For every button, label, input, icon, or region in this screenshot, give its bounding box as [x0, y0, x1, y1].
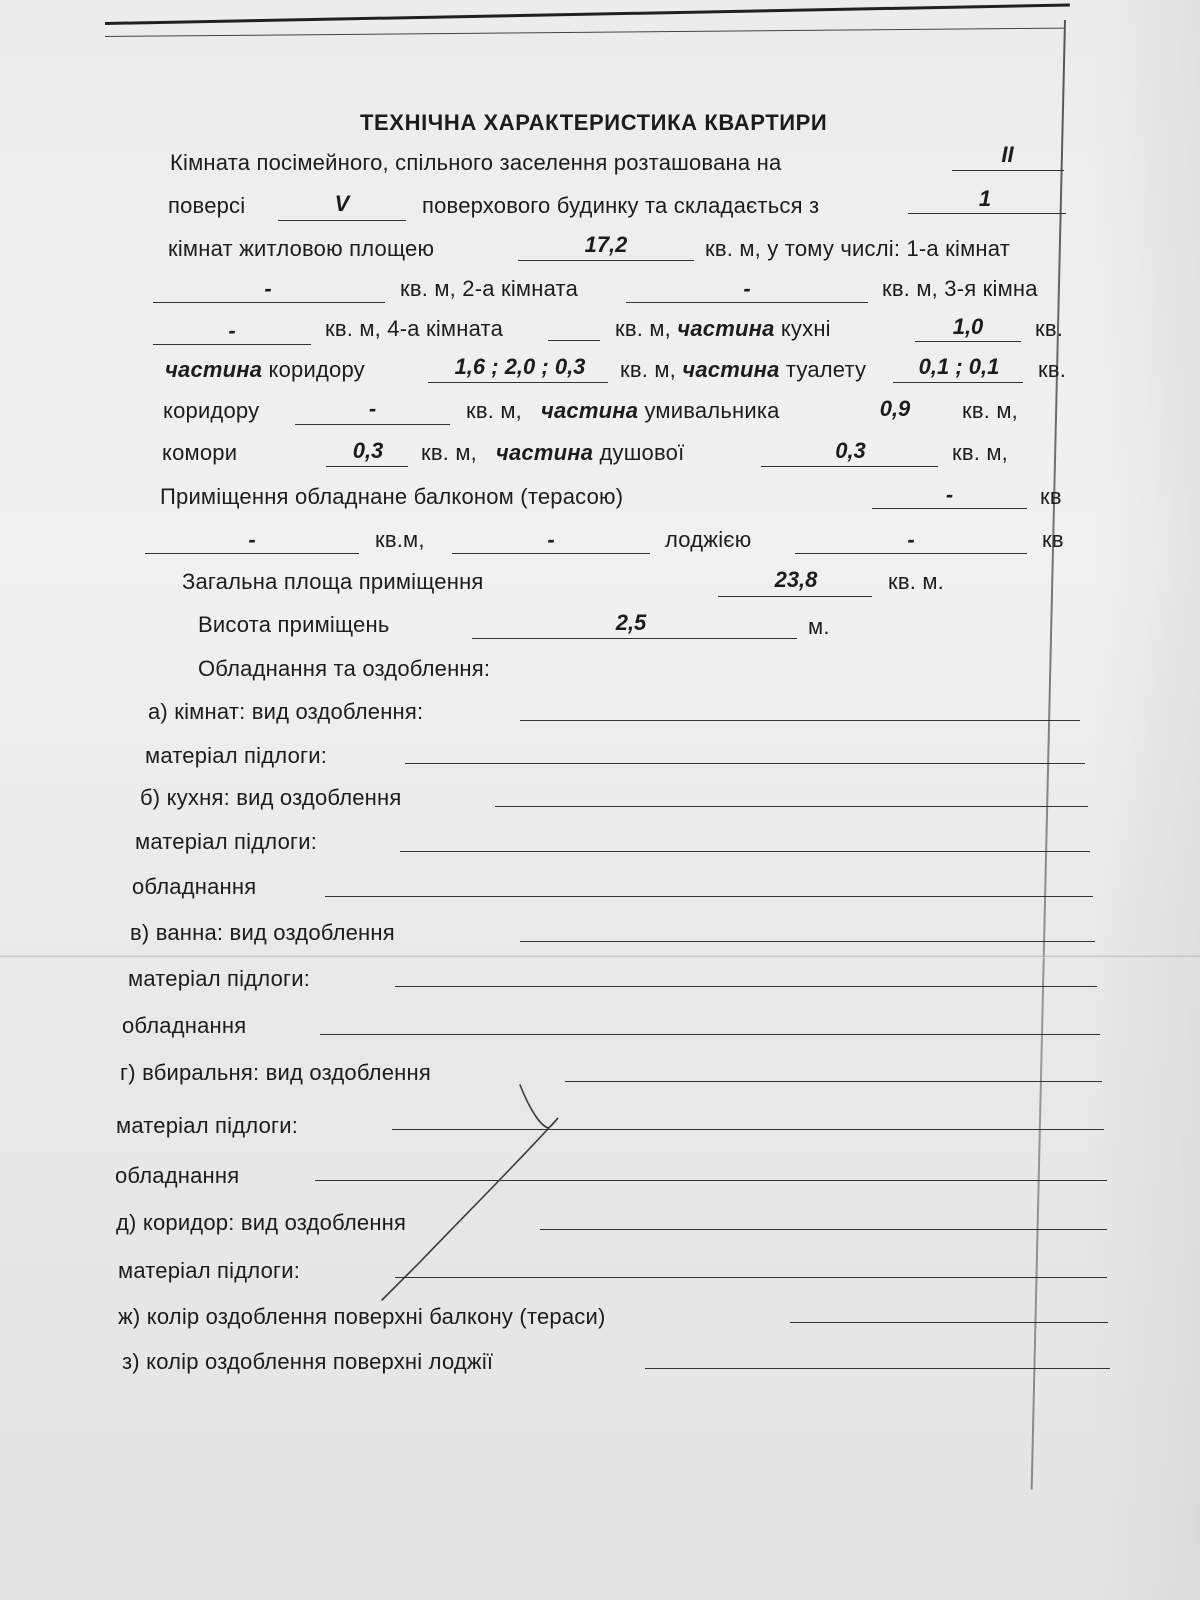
row7-unit-end: кв. м,	[962, 398, 1018, 423]
finish-line-15	[645, 1368, 1110, 1369]
row8-part-label: частина	[495, 440, 594, 465]
finish-toilet-floor: матеріал підлоги:	[116, 1113, 299, 1138]
finish-toilet-type: г) вбиральня: вид оздоблення	[120, 1060, 431, 1085]
row9-underline	[872, 508, 1027, 509]
row6-toilet-values: 0,1 ; 0,1	[918, 354, 1000, 379]
row9-balcony-value: -	[945, 482, 954, 507]
row10-unit-end: кв	[1042, 527, 1064, 552]
finish-kitchen-floor: матеріал підлоги:	[135, 829, 318, 854]
finish-line-7	[395, 986, 1097, 987]
row2-underline-1	[278, 220, 406, 221]
row5-kitchen-label: кухні	[780, 316, 831, 341]
finish-line-9	[565, 1081, 1102, 1082]
height-label: Висота приміщень	[198, 612, 390, 637]
row8-shower-label: душової	[599, 440, 685, 465]
total-area-value: 23,8	[774, 567, 818, 592]
row5-room3-value: -	[228, 318, 236, 343]
finish-corridor-floor: матеріал підлоги:	[118, 1258, 301, 1283]
finish-line-10	[392, 1129, 1104, 1130]
row9-unit-end: кв	[1040, 484, 1062, 509]
finish-line-11	[315, 1180, 1107, 1181]
finish-line-4	[400, 851, 1090, 852]
finish-line-6	[520, 941, 1095, 942]
row4-underline-2	[626, 302, 868, 303]
row7-part-label: частина	[540, 398, 639, 423]
row6-unit: кв. м,	[620, 357, 676, 382]
row6-corridor-label: коридору	[268, 357, 365, 382]
row7-corridor-value: -	[368, 396, 377, 421]
finish-line-14	[790, 1322, 1108, 1323]
document-title: ТЕХНІЧНА ХАРАКТЕРИСТИКА КВАРТИРИ	[360, 110, 828, 135]
finish-line-13	[395, 1277, 1107, 1278]
row5-underline-2	[548, 340, 600, 341]
finish-line-1	[520, 720, 1080, 721]
row4-room1-value: -	[264, 276, 272, 301]
row6-corridor-values: 1,6 ; 2,0 ; 0,3	[454, 354, 586, 379]
finish-bath-equipment: обладнання	[122, 1013, 247, 1038]
row10-value-2: -	[547, 527, 555, 552]
finish-line-8	[320, 1034, 1100, 1035]
row8-storage-value: 0,3	[352, 438, 384, 463]
finish-line-3	[495, 806, 1088, 807]
row5-underline-3	[915, 341, 1021, 342]
row5-kitchen-value: 1,0	[952, 314, 984, 339]
row10-underline-1	[145, 553, 359, 554]
row8-unit-end: кв. м,	[952, 440, 1008, 465]
height-value: 2,5	[615, 610, 647, 635]
row8-text-2	[421, 440, 684, 466]
row5-unit-end: кв.	[1035, 316, 1064, 341]
row10-loggia-label: лоджією	[665, 527, 752, 552]
row2-rooms-value: 1	[978, 186, 992, 211]
row8-storage-label: комори	[162, 440, 238, 465]
row6-text-2	[620, 357, 866, 383]
finish-loggia-color: з) колір оздоблення поверхні лоджії	[122, 1349, 494, 1374]
finish-rooms-type: а) кімнат: вид оздоблення:	[148, 699, 424, 724]
row6-unit-end: кв.	[1038, 357, 1067, 382]
row6-underline-1	[428, 382, 608, 383]
row1-underline	[952, 170, 1064, 171]
finish-balcony-color: ж) колір оздоблення поверхні балкону (тераси)	[118, 1304, 606, 1329]
paper-fold	[0, 955, 1200, 958]
finish-line-5	[325, 896, 1093, 897]
row3-underline	[518, 260, 694, 261]
row7-unit: кв. м,	[466, 398, 522, 423]
finish-line-12	[540, 1229, 1107, 1230]
row10-unit: кв.м,	[375, 527, 425, 552]
row10-balcony-area-value: -	[248, 527, 256, 552]
row10-underline-3	[795, 553, 1027, 554]
row6-underline-2	[893, 382, 1023, 383]
row1-floor-value: II	[1001, 142, 1014, 167]
row5-unit: кв. м,	[615, 316, 671, 341]
row6-part-label-2: частина	[682, 357, 780, 382]
finish-kitchen-equipment: обладнання	[132, 874, 257, 899]
row9-balcony-label: Приміщення обладнане балконом (терасою)	[160, 484, 624, 509]
total-area-label: Загальна площа приміщення	[182, 569, 484, 594]
equipment-heading: Обладнання та оздоблення:	[198, 656, 491, 681]
row3-living-area-value: 17,2	[584, 232, 628, 257]
row5-text-2	[615, 316, 831, 342]
total-area-unit: кв. м.	[888, 569, 944, 594]
row5-text-1: кв. м, 4-а кімната	[325, 316, 503, 341]
row5-part-label: частина	[677, 316, 775, 341]
row6-toilet-label: туалету	[785, 357, 867, 382]
row4-text-2: кв. м, 3-я кімна	[882, 276, 1038, 301]
row10-underline-2	[452, 553, 650, 554]
row3-label: кімнат житловою площею	[168, 236, 435, 261]
row6-part-label: частина	[165, 357, 263, 382]
row8-underline-2	[761, 466, 938, 467]
row7-washbasin-label: умивальника	[644, 398, 780, 423]
row2-text: поверхового будинку та складається з	[422, 193, 820, 218]
row1-text: Кімната посімейного, спільного заселення розташована на	[170, 150, 782, 175]
row5-underline-1	[153, 344, 311, 345]
finish-toilet-equipment: обладнання	[115, 1163, 240, 1188]
row7-text-2	[466, 398, 780, 424]
finish-bath-floor: матеріал підлоги:	[128, 966, 311, 991]
row8-underline-1	[326, 466, 408, 467]
row7-corridor-label: коридору	[163, 398, 260, 423]
height-underline	[472, 638, 797, 639]
row7-underline	[295, 424, 450, 425]
row6-text-1	[165, 357, 365, 383]
finish-bath-type: в) ванна: вид оздоблення	[130, 920, 395, 945]
row2-storeys-value: V	[334, 191, 350, 216]
row2-label-floor: поверсі	[168, 193, 246, 218]
row4-underline-1	[153, 302, 385, 303]
height-unit: м.	[808, 614, 830, 639]
row8-unit: кв. м,	[421, 440, 477, 465]
row10-loggia-value: -	[907, 527, 915, 552]
finish-kitchen-type: б) кухня: вид оздоблення	[140, 785, 402, 810]
row2-underline-2	[908, 213, 1066, 214]
top-border-line	[105, 3, 1070, 25]
top-border-thin-line	[105, 28, 1065, 37]
right-border-line	[1031, 20, 1066, 1490]
row7-washbasin-value: 0,9	[879, 396, 911, 421]
row3-text: кв. м, у тому числі: 1-а кімнат	[705, 236, 1010, 261]
total-area-underline	[718, 596, 872, 597]
finish-rooms-floor: матеріал підлоги:	[145, 743, 328, 768]
finish-line-2	[405, 763, 1085, 764]
finish-corridor-type: д) коридор: вид оздоблення	[116, 1210, 407, 1235]
row4-room2-value: -	[743, 276, 751, 301]
row8-shower-value: 0,3	[835, 438, 866, 463]
row4-text-1: кв. м, 2-а кімната	[400, 276, 578, 301]
